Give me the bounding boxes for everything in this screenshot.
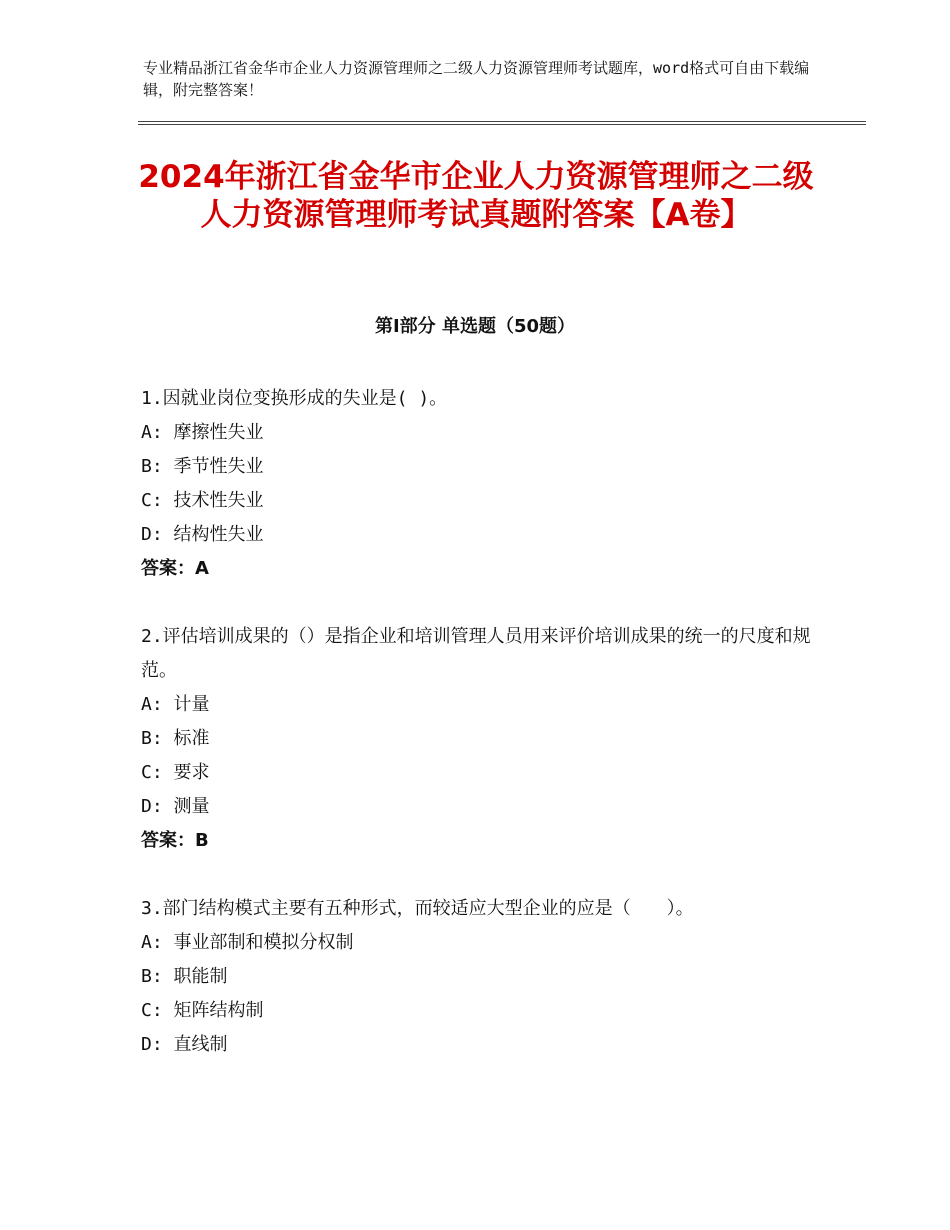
document-title: 2024年浙江省金华市企业人力资源管理师之二级人力资源管理师考试真题附答案【A卷】 [138, 159, 814, 233]
question-1 [141, 382, 821, 586]
option-b: B: 职能制 [141, 966, 228, 987]
question-list [141, 382, 821, 1096]
option-d: D: 测量 [141, 796, 210, 817]
option-a: A: 事业部制和模拟分权制 [141, 932, 354, 953]
answer-label: 答案：A [141, 558, 209, 579]
section-title: 第Ⅰ部分 单选题（50题） [374, 316, 575, 337]
header-note: 专业精品浙江省金华市企业人力资源管理师之二级人力资源管理师考试题库，word格式可自由下载编辑，附完整答案！ [143, 59, 810, 99]
option-b: B: 季节性失业 [141, 456, 264, 477]
option-c: C: 要求 [141, 762, 210, 783]
question-2 [141, 620, 821, 858]
header-divider [138, 121, 866, 122]
option-a: A: 摩擦性失业 [141, 422, 264, 443]
question-stem: 1.因就业岗位变换形成的失业是( )。 [141, 388, 448, 409]
answer-label: 答案：B [141, 830, 209, 851]
option-a: A: 计量 [141, 694, 210, 715]
question-3 [141, 892, 821, 1062]
option-d: D: 直线制 [141, 1034, 228, 1055]
header-divider-secondary [138, 124, 866, 125]
option-b: B: 标准 [141, 728, 210, 749]
option-c: C: 矩阵结构制 [141, 1000, 264, 1021]
question-stem: 3.部门结构模式主要有五种形式，而较适应大型企业的应是（ ）。 [141, 898, 694, 919]
option-c: C: 技术性失业 [141, 490, 264, 511]
question-stem: 2.评估培训成果的（）是指企业和培训管理人员用来评价培训成果的统一的尺度和规范。 [141, 626, 811, 681]
option-d: D: 结构性失业 [141, 524, 264, 545]
